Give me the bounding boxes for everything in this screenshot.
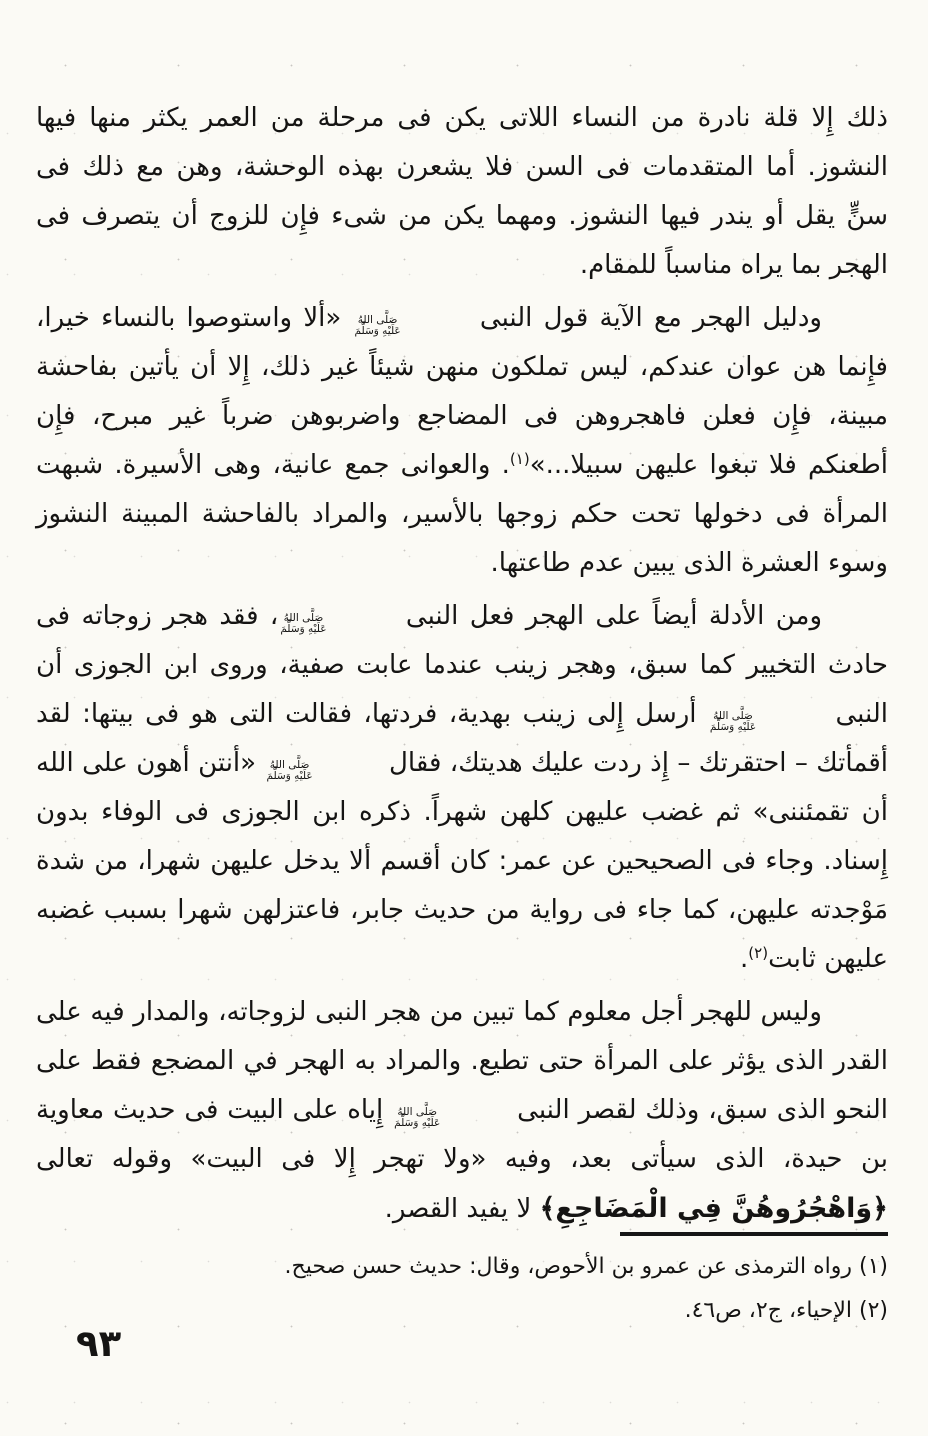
paragraph-4: وليس للهجر أجل معلوم كما تبين من هجر النبى لزوجاته، والمدار فيه على القدر الذى يؤثر على المرأة حتى تطيع. والمراد به الهجر في المضجع فقط على النحو الذى سبق، وذلك لقصر النبى صَلَّى اللهُ عَلَيْهِ وَسَلَّمَ إِياه على البيت فى حديث معاوية بن حيدة، الذى سيأتى بعد، وفيه «ولا تهجر إِلا فى البيت» وقوله تعالى ﴿وَاهْجُرُوهُنَّ فِي الْمَضَاجِعِ﴾ لا يفيد القصر. [36, 997, 888, 1224]
footnotes-section [36, 1232, 888, 1333]
saw-ligature: صَلَّى اللهُ عَلَيْهِ وَسَلَّمَ [709, 709, 757, 733]
paragraph-1: ذلك إِلا قلة نادرة من النساء اللاتى يكن فى مرحلة من العمر يكثر منها فيها النشوز. أما المتقدمات فى السن فلا يشعرن بهذه الوحشة، وهن مع ذلك فى سنٍّ يقل أو يندر فيها النشوز. ومهما يكن من شىء فإِن للزوج أن يتصرف فى الهجر بما يراه مناسباً للمقام. [36, 103, 888, 280]
footnote-ref: (١) [509, 450, 530, 468]
paragraph-2: ودليل الهجر مع الآية قول النبى صَلَّى اللهُ عَلَيْهِ وَسَلَّمَ «ألا واستوصوا بالنساء خيرا، فإِنما هن عوان عندكم، ليس تملكون منهن شيئاً غير ذلك، إِلا أن يأتين بفاحشة مبينة، فإِن فعلن فاهجروهن فى المضاجع واضربوهن ضرباً غير مبرح، فإِن أطعنكم فلا تبغوا عليهن سبيلا...»$^{(١)}$. والعوانى جمع عانية، وهى الأسيرة. شبهت المرأة فى دخولها تحت حكم زوجها بالأسير، والمراد بالفاحشة المبينة النشوز وسوء العشرة الذى يبين عدم طاعتها. [36, 303, 889, 578]
quran-verse: ﴿وَاهْجُرُوهُنَّ فِي الْمَضَاجِعِ﴾ [539, 1193, 888, 1224]
footnote-1: (١) رواه الترمذى عن عمرو بن الأحوص، وقال: حديث حسن صحيح. [284, 1254, 888, 1279]
paragraph-3: ومن الأدلة أيضاً على الهجر فعل النبى صَلَّى اللهُ عَلَيْهِ وَسَلَّمَ ، فقد هجر زوجاته فى حادث التخيير كما سبق، وهجر زينب عندما عابت صفية، وروى ابن الجوزى أن النبى صَلَّى اللهُ عَلَيْهِ وَسَلَّمَ أرسل إِلى زينب بهدية، فردتها، فقالت التى هو فى بيتها: لقد أقمأتك – احتقرتك – إِذ ردت عليك هديتك، فقال صَلَّى اللهُ عَلَيْهِ وَسَلَّمَ «أنتن أهون على الله أن تقمئننى» ثم غضب عليهن كلهن شهراً. ذكره ابن الجوزى فى الوفاء بدون إِسناد. وجاء فى الصحيحين عن عمر: كان أقسم ألا يدخل عليهن شهرا، من شدة مَوْجدته عليهن، كما جاء فى رواية من حديث جابر، فاعتزلهن شهرا بسبب غضبه عليهن ثابت$^{(٢)}$. [36, 601, 888, 974]
footnote-ref: (٢) [748, 944, 769, 962]
saw-ligature: صَلَّى اللهُ عَلَيْهِ وَسَلَّمَ [354, 313, 401, 337]
footnote-separator [620, 1232, 888, 1236]
page-number: ٩٣ [76, 1322, 122, 1365]
footnote-2: (٢) الإحياء، ج٢، ص٤٦. [684, 1298, 888, 1323]
body-text [36, 94, 888, 1238]
saw-ligature: صَلَّى اللهُ عَلَيْهِ وَسَلَّمَ [394, 1105, 441, 1129]
saw-ligature: صَلَّى اللهُ عَلَيْهِ وَسَلَّمَ [266, 758, 313, 782]
saw-ligature: صَلَّى اللهُ عَلَيْهِ وَسَلَّمَ [280, 611, 327, 635]
